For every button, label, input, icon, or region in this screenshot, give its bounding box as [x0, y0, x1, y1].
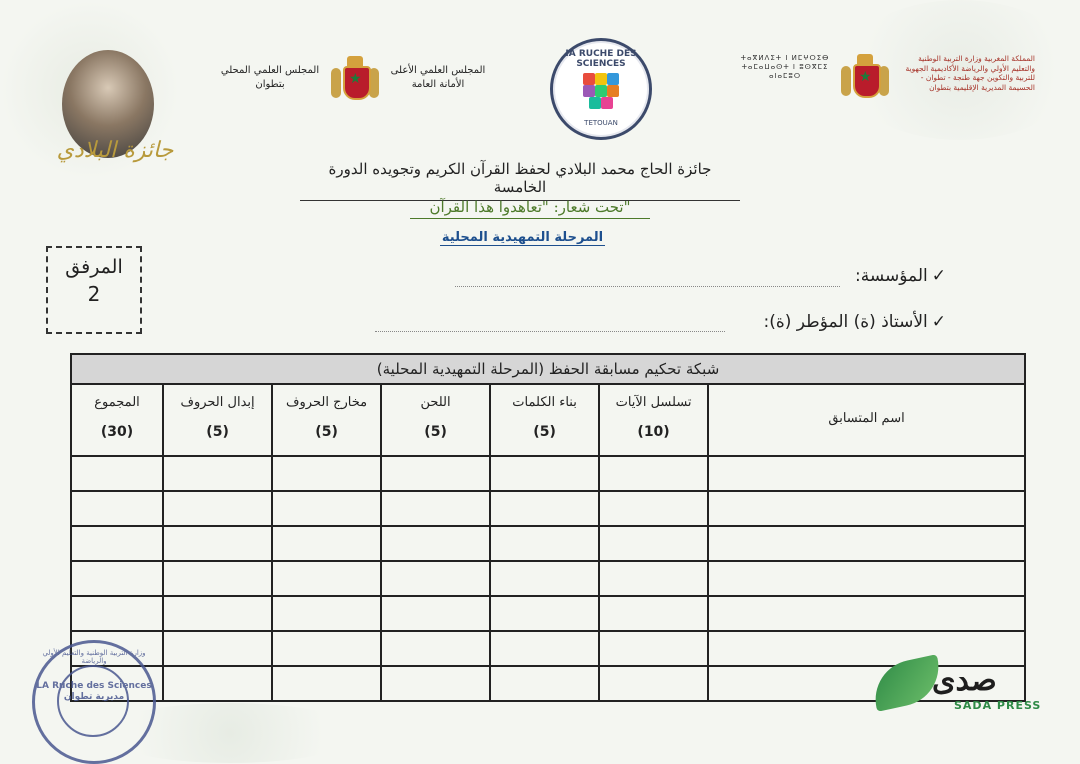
score-cell[interactable]	[163, 596, 272, 631]
sada-press-watermark	[872, 655, 1052, 725]
royal-emblem-icon: ★	[329, 56, 381, 112]
score-cell[interactable]	[381, 666, 490, 701]
score-cell[interactable]	[163, 666, 272, 701]
header-total: المجموع (30)	[71, 384, 163, 456]
annex-label: المرفق	[65, 256, 123, 278]
table-row	[71, 526, 1025, 561]
stamp-rim-text: وزارة التربية الوطنية والتعليم الأولي والرياضة	[42, 649, 146, 665]
score-cell[interactable]	[163, 526, 272, 561]
score-cell[interactable]	[163, 631, 272, 666]
score-cell[interactable]	[71, 561, 163, 596]
table-row	[71, 596, 1025, 631]
score-cell[interactable]	[490, 526, 599, 561]
header-verse-sequence: تسلسل الآيات (10)	[599, 384, 708, 456]
score-cell[interactable]	[272, 666, 381, 701]
score-cell[interactable]	[490, 456, 599, 491]
score-cell[interactable]	[490, 491, 599, 526]
header-melody-errors: اللحن (5)	[381, 384, 490, 456]
table-row	[71, 561, 1025, 596]
score-cell[interactable]	[599, 631, 708, 666]
score-cell[interactable]	[272, 596, 381, 631]
royal-emblem-icon: ★	[839, 54, 891, 110]
score-cell[interactable]	[272, 526, 381, 561]
score-cell[interactable]	[599, 456, 708, 491]
ministry-arabic-text: المملكة المغربية وزارة التربية الوطنية والتعليم الأولي والرياضة الأكاديمية الجهوية للتربية والتكوين جهة طنجة - تطوان - الحسيمة المديرية الإقليمية بتطوان	[905, 54, 1035, 92]
ruche-title: IA RUCHE DES SCIENCES	[565, 49, 637, 69]
header-word-construction: بناء الكلمات (5)	[490, 384, 599, 456]
score-cell[interactable]	[71, 526, 163, 561]
score-cell[interactable]	[490, 596, 599, 631]
score-cell[interactable]	[71, 596, 163, 631]
score-cell[interactable]	[272, 561, 381, 596]
header-contestant-name: اسم المتسابق	[708, 384, 1025, 456]
award-logo	[50, 28, 180, 178]
score-cell[interactable]	[71, 491, 163, 526]
score-cell[interactable]	[599, 561, 708, 596]
institution-input-line[interactable]	[455, 286, 840, 287]
ministry-tifinagh-text: ⵜⴰⴳⵍⴷⵉⵜ ⵏ ⵍⵎⵖⵔⵉⴱ ⵜⴰⵎⴰⵡⴰⵙⵜ ⵏ ⵓⵙⴳⵎⵉ ⴰⵏⴰⵎⵓⵔ	[740, 54, 830, 80]
scoring-grid-table	[70, 353, 1026, 702]
score-cell[interactable]	[599, 596, 708, 631]
score-cell[interactable]	[381, 491, 490, 526]
score-cell[interactable]	[490, 631, 599, 666]
annex-box	[46, 246, 142, 334]
council-header	[215, 56, 495, 116]
score-cell[interactable]	[163, 456, 272, 491]
teacher-field	[764, 312, 947, 332]
checkmark-icon: ✓	[931, 266, 946, 286]
score-cell[interactable]	[163, 491, 272, 526]
slogan: تحت شعار: "تعاهدوا هذا القرآن"	[410, 198, 650, 219]
stage-subtitle: المرحلة التمهيدية المحلية	[441, 230, 604, 245]
ministry-header	[735, 54, 1035, 114]
contestant-name-cell[interactable]	[708, 491, 1025, 526]
table-row	[71, 491, 1025, 526]
table-row	[71, 456, 1025, 491]
institution-label: المؤسسة:	[854, 266, 928, 286]
institution-field	[855, 266, 946, 286]
score-cell[interactable]	[163, 561, 272, 596]
score-cell[interactable]	[381, 456, 490, 491]
contestant-name-cell[interactable]	[708, 596, 1025, 631]
score-cell[interactable]	[381, 596, 490, 631]
score-cell[interactable]	[272, 631, 381, 666]
teacher-input-line[interactable]	[375, 331, 725, 332]
score-cell[interactable]	[381, 631, 490, 666]
score-cell[interactable]	[599, 526, 708, 561]
contestant-name-cell[interactable]	[708, 561, 1025, 596]
official-stamp	[32, 640, 156, 764]
stamp-center-text: LA Ruche des Sciences مديرية تطوان	[36, 681, 152, 702]
annex-number: 2	[87, 282, 101, 306]
header-articulation: مخارج الحروف (5)	[272, 384, 381, 456]
score-cell[interactable]	[272, 491, 381, 526]
checkmark-icon: ✓	[931, 312, 946, 332]
council-supreme-text: المجلس العلمي الأعلى الأمانة العامة	[390, 65, 486, 90]
score-cell[interactable]	[599, 666, 708, 701]
score-cell[interactable]	[490, 561, 599, 596]
award-logo-caption: جائزة البلادي	[56, 138, 174, 163]
header-letter-substitution: إبدال الحروف (5)	[163, 384, 272, 456]
grid-caption: شبكة تحكيم مسابقة الحفظ (المرحلة التمهيدية المحلية)	[71, 354, 1025, 384]
score-cell[interactable]	[490, 666, 599, 701]
teacher-label: الأستاذ (ة) المؤطر (ة):	[763, 312, 928, 332]
score-cell[interactable]	[381, 526, 490, 561]
council-local-text: المجلس العلمي المحلي بتطوان	[220, 65, 320, 90]
document-title: جائزة الحاج محمد البلادي لحفظ القرآن الكريم وتجويده الدورة الخامسة	[300, 160, 740, 201]
contestant-name-cell[interactable]	[708, 456, 1025, 491]
score-cell[interactable]	[599, 491, 708, 526]
ruche-des-sciences-logo	[550, 38, 652, 140]
hexagon-icon	[583, 73, 619, 109]
score-cell[interactable]	[272, 456, 381, 491]
ruche-city: TETOUAN	[584, 119, 618, 127]
sada-logo-press: SADA PRESS	[954, 699, 1042, 712]
sada-logo-word: صدى	[932, 663, 997, 698]
score-cell[interactable]	[71, 456, 163, 491]
score-cell[interactable]	[381, 561, 490, 596]
contestant-name-cell[interactable]	[708, 526, 1025, 561]
